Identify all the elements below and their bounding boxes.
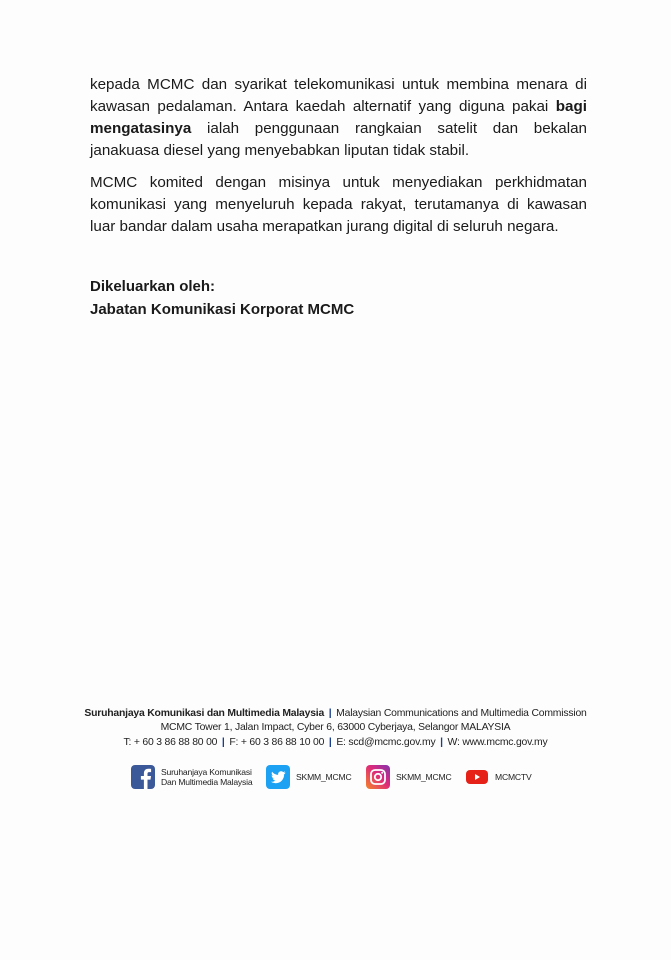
twitter-handle: SKMM_MCMC — [296, 772, 352, 782]
issuing-department: Jabatan Komunikasi Korporat MCMC — [90, 301, 355, 318]
paragraph-network-coverage — [90, 74, 587, 162]
footer-separator: | — [328, 737, 332, 748]
footer-email: E: scd@mcmc.gov.my — [336, 737, 436, 748]
paragraph-bold-text: bagi mengatasinya — [90, 98, 587, 137]
facebook-label — [161, 767, 252, 787]
social-twitter — [266, 764, 352, 790]
facebook-icon — [131, 765, 155, 789]
footer-fax: F: + 60 3 86 88 10 00 — [229, 737, 325, 748]
footer-separator: | — [221, 737, 225, 748]
youtube-icon — [465, 765, 489, 789]
paragraph-text: ialah penggunaan rangkaian satelit dan bekalan janakuasa diesel yang menyebabkan liputan tidak stabil. — [90, 120, 587, 159]
social-instagram — [366, 764, 452, 790]
instagram-handle: SKMM_MCMC — [396, 772, 452, 782]
facebook-label-line1: Suruhanjaya Komunikasi — [161, 767, 252, 777]
issued-by-label: Dikeluarkan oleh: — [90, 278, 216, 295]
paragraph-text: kepada MCMC dan syarikat telekomunikasi untuk membina menara di kawasan pedalaman. Antara kaedah alternatif yang diguna pakai — [90, 76, 587, 115]
instagram-icon — [366, 765, 390, 789]
footer-org-name-en: Malaysian Communications and Multimedia Commission — [336, 708, 587, 719]
paragraph-mcmc-commitment: MCMC komited dengan misinya untuk menyediakan perkhidmatan komunikasi yang menyeluruh kepada rakyat, terutamanya di kawasan luar bandar dalam usaha merapatkan jurang digital di seluruh negara. — [90, 174, 587, 235]
footer-separator: | — [328, 708, 332, 719]
footer-org-line — [0, 707, 671, 721]
social-facebook — [131, 764, 252, 790]
social-youtube — [465, 764, 532, 790]
footer-website: W: www.mcmc.gov.my — [447, 737, 548, 748]
footer-address: MCMC Tower 1, Jalan Impact, Cyber 6, 63000 Cyberjaya, Selangor MALAYSIA — [160, 722, 511, 733]
youtube-handle: MCMCTV — [495, 772, 532, 782]
footer-phone: T: + 60 3 86 88 80 00 — [123, 737, 218, 748]
twitter-icon — [266, 765, 290, 789]
footer-separator: | — [440, 737, 443, 748]
footer-org-name-ms: Suruhanjaya Komunikasi dan Multimedia Malaysia — [84, 708, 325, 719]
footer-contact-line — [0, 736, 671, 750]
facebook-label-line2: Dan Multimedia Malaysia — [161, 777, 253, 787]
